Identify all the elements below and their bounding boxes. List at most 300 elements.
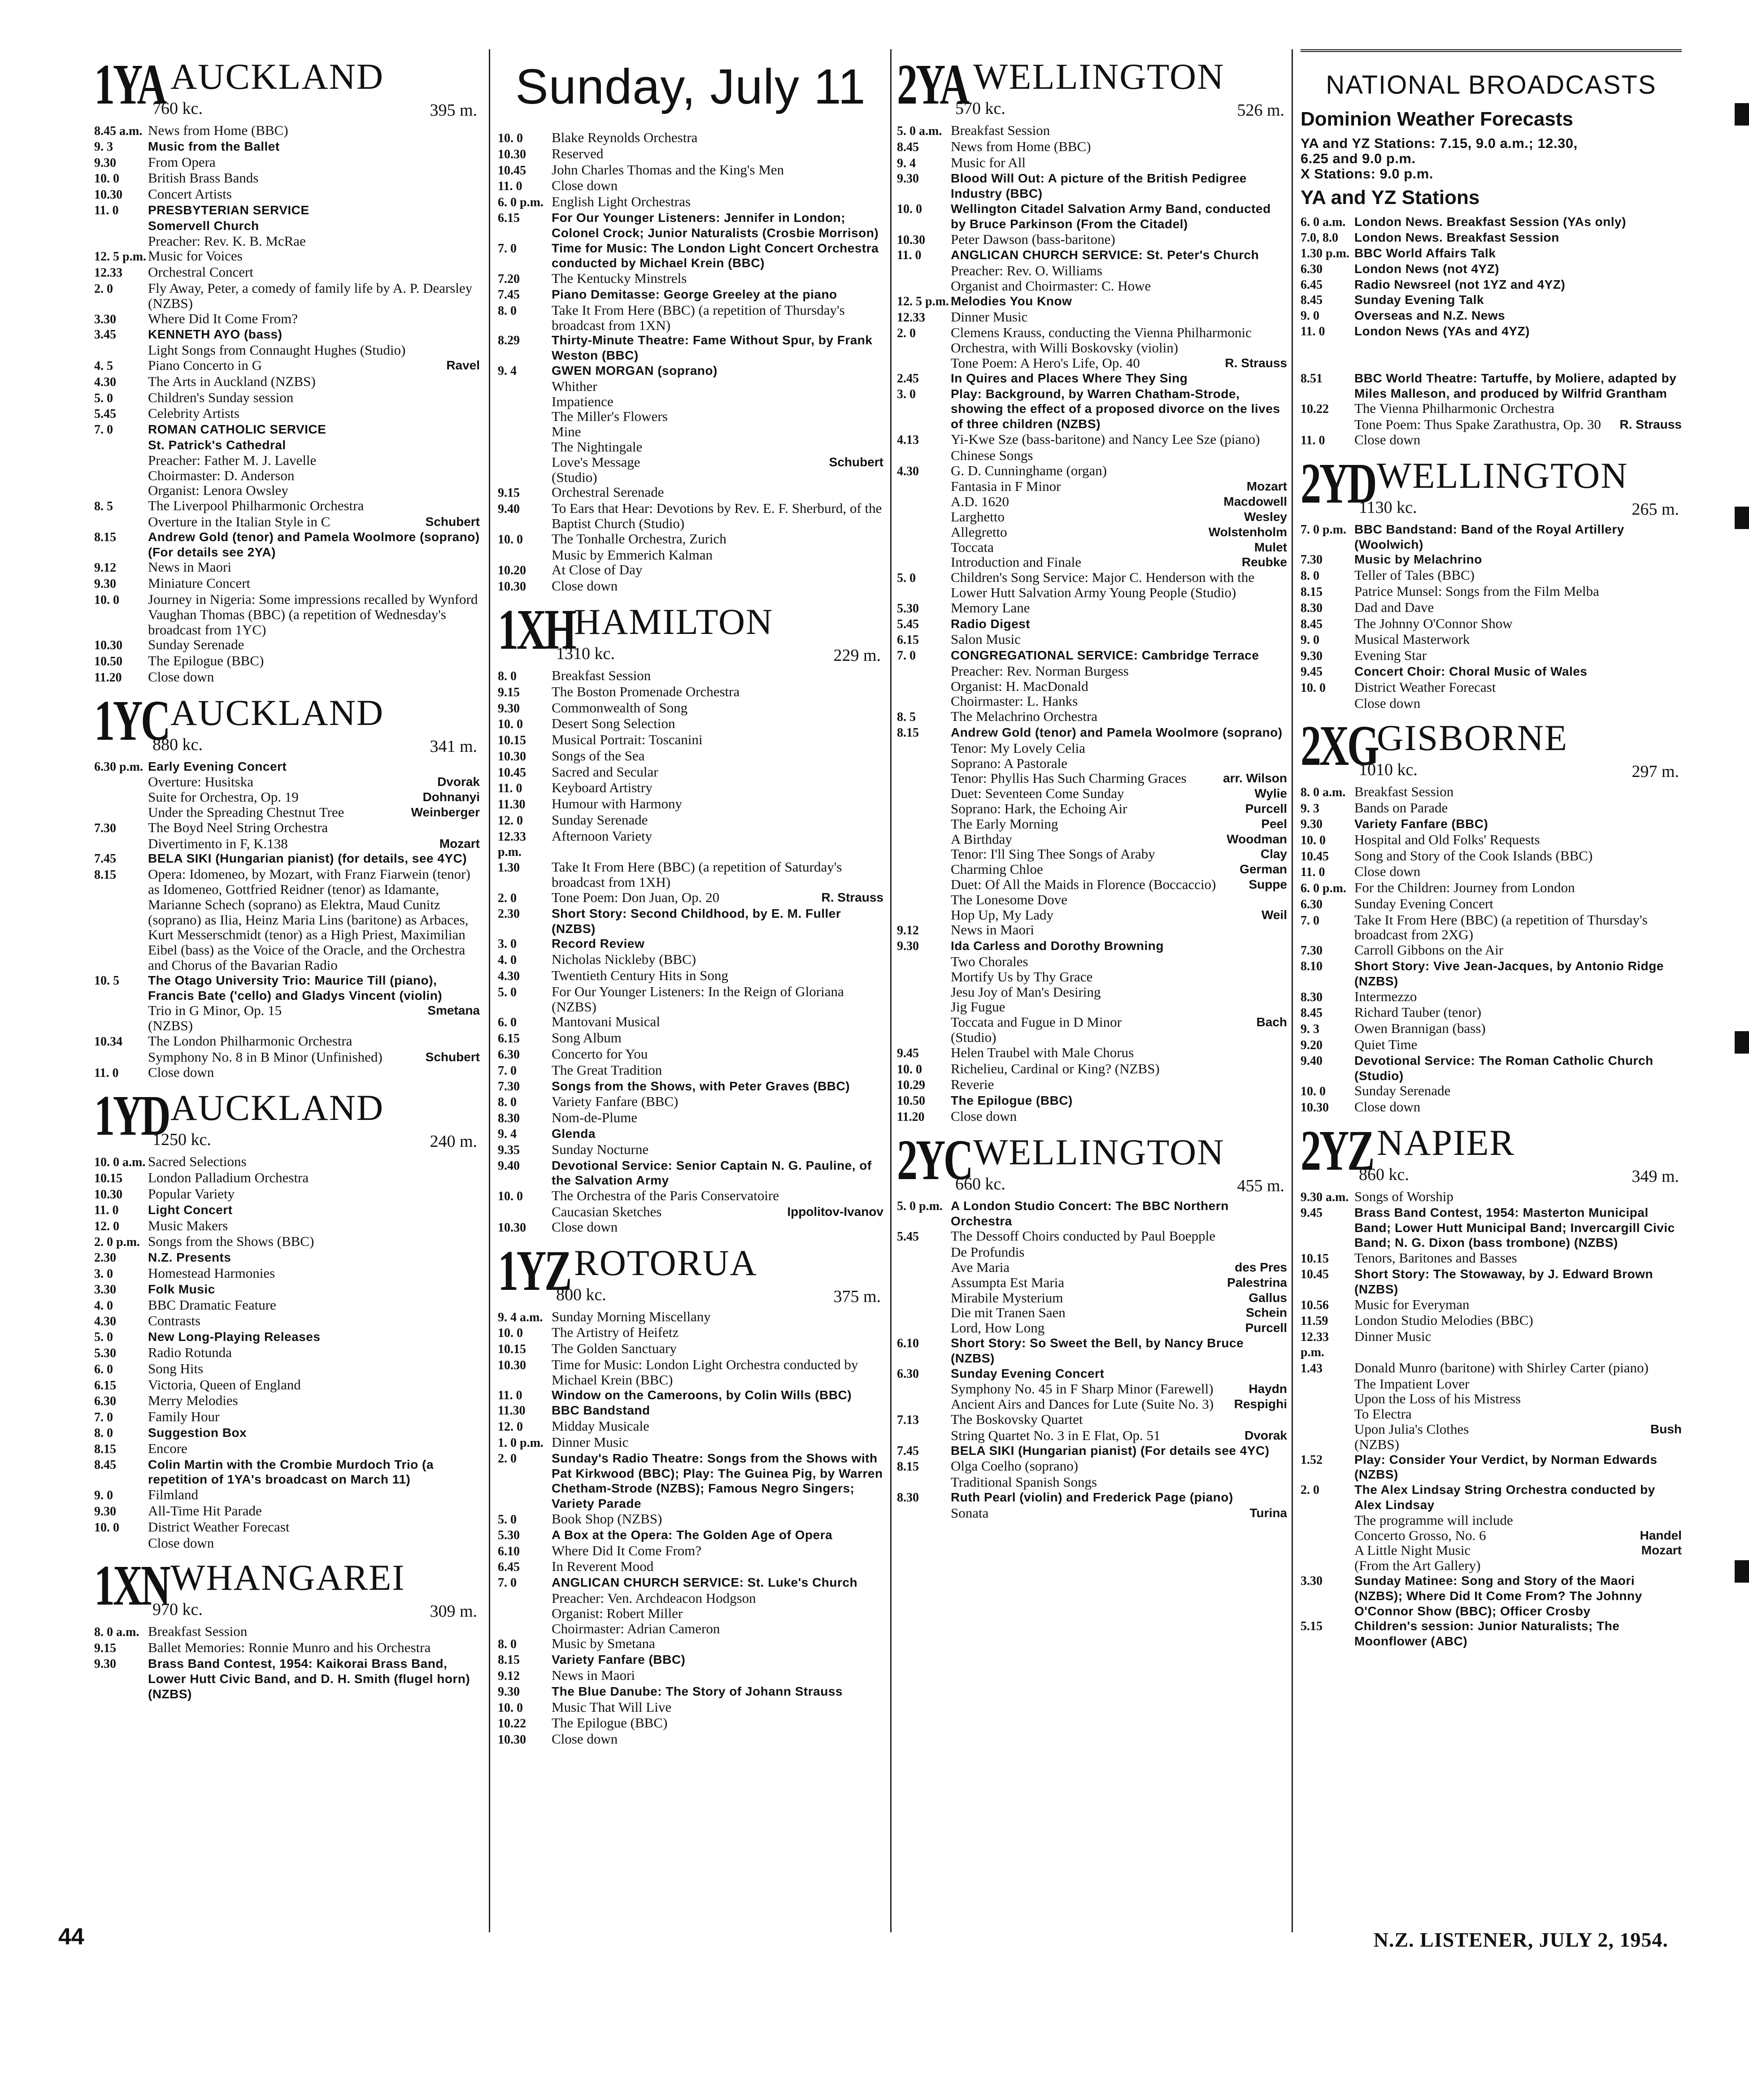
schedule-time: 8.15 [897, 1460, 919, 1474]
schedule-item: John Charles Thomas and the King's Men [552, 161, 784, 178]
schedule-row [1301, 1267, 1682, 1297]
schedule-time: 10. 0 [94, 172, 119, 186]
schedule-row [897, 325, 1287, 356]
schedule-time: 10. 0 [1301, 681, 1326, 695]
schedule-time: 10. 0 [94, 1520, 119, 1535]
station-call-sign: 1YD [94, 1084, 169, 1148]
station-1xn [94, 1553, 480, 1701]
schedule-row [94, 790, 480, 805]
schedule-row [1301, 912, 1682, 943]
schedule-row [897, 892, 1287, 907]
schedule-row [498, 1188, 883, 1204]
schedule-item: Organist: Robert Miller [552, 1605, 683, 1621]
schedule-time: 10.30 [498, 1358, 526, 1372]
schedule-item: GWEN MORGAN (soprano) [552, 363, 718, 377]
schedule-item: Olga Coelho (soprano) [951, 1458, 1079, 1474]
schedule-row [1301, 1053, 1682, 1084]
schedule-row [897, 801, 1287, 816]
schedule-item: Short Story: So Sweet the Bell, by Nancy Bruce (NZBS) [951, 1336, 1244, 1365]
schedule-row [1301, 417, 1682, 432]
schedule-item: Memory Lane [951, 599, 1030, 616]
station-wavelength: 265 m. [1632, 499, 1679, 519]
schedule-time: 10.29 [897, 1078, 925, 1093]
schedule-row [498, 1046, 883, 1063]
schedule-row [94, 1313, 480, 1329]
composer: Schubert [829, 455, 883, 469]
schedule-time: 11.30 [498, 1404, 526, 1418]
schedule-item: Patrice Munsel: Songs from the Film Melba [1354, 583, 1599, 599]
station-call-sign: 1YA [94, 52, 165, 116]
schedule-item: Breakfast Session [1354, 784, 1454, 800]
schedule-time: 12. 0 [498, 1420, 523, 1434]
schedule-item: Song Album [552, 1030, 622, 1046]
schedule-item: The Artistry of Heifetz [552, 1324, 679, 1341]
schedule-item: Hospital and Old Folks' Requests [1354, 831, 1540, 847]
station-city: ROTORUA [574, 1242, 757, 1283]
schedule-time: 5.15 [1301, 1619, 1323, 1634]
schedule-row [94, 123, 480, 139]
schedule-item: Preacher: Ven. Archdeacon Hodgson [552, 1590, 756, 1606]
schedule-item: Play: Consider Your Verdict, by Norman Edwards (NZBS) [1354, 1452, 1658, 1482]
schedule-row [498, 700, 883, 716]
schedule-item: Clay Tenor: I'll Sing Thee Songs of Araby [951, 846, 1287, 862]
schedule-item: The Johnny O'Connor Show [1354, 615, 1513, 631]
schedule-item: Schein Die mit Tranen Saen [951, 1305, 1287, 1321]
schedule-time: 2. 0 [498, 891, 517, 906]
schedule-item: At Close of Day [552, 562, 643, 578]
schedule-time: 10.30 [94, 638, 122, 653]
schedule-row [1301, 1573, 1682, 1618]
schedule-item: Reserved [552, 145, 604, 161]
schedule-row [897, 616, 1287, 632]
schedule-item: Musical Masterwork [1354, 631, 1470, 647]
schedule-time: 9. 0 [94, 1488, 113, 1503]
schedule-item: Sunday Serenade [552, 812, 648, 828]
schedule-time: 7.45 [897, 1444, 919, 1458]
schedule-item: N.Z. Presents [148, 1250, 231, 1265]
schedule-item: Ruth Pearl (violin) and Frederick Page (piano) [951, 1490, 1233, 1504]
schedule-time: 8.30 [498, 1111, 520, 1126]
schedule-item: Tenor: My Lovely Celia [951, 740, 1086, 756]
schedule-item: Purcell Lord, How Long [951, 1320, 1287, 1336]
schedule-row [897, 632, 1287, 648]
schedule-time: 8.10 [1301, 959, 1323, 974]
schedule-time: 9.15 [498, 685, 520, 699]
schedule-row [1301, 696, 1682, 711]
schedule-item: The Epilogue (BBC) [951, 1093, 1073, 1108]
schedule-row [498, 578, 883, 594]
schedule-row [897, 816, 1287, 832]
station-2yd [1301, 451, 1682, 711]
schedule-row [1301, 664, 1682, 680]
schedule-row [1301, 277, 1682, 293]
schedule-item: News in Maori [148, 559, 231, 575]
publication-footer: N.Z. LISTENER, JULY 2, 1954. [1373, 1928, 1668, 1951]
schedule-row [498, 1559, 883, 1575]
schedule-time: 10. 0 [498, 1701, 523, 1715]
schedule-item: Orchestral Serenade [552, 484, 664, 500]
schedule-row [94, 1266, 480, 1282]
schedule-item: Overseas and N.Z. News [1354, 308, 1505, 323]
schedule-item: Light Concert [148, 1202, 233, 1217]
schedule-time: 8.45 [1301, 1006, 1323, 1020]
schedule-time: 12. 0 [94, 1219, 119, 1233]
schedule-time: 4.30 [94, 375, 116, 389]
schedule-row [897, 371, 1287, 386]
schedule-row [897, 1030, 1287, 1045]
schedule-time: 2. 0 [1301, 1483, 1319, 1497]
schedule-time: 11. 0 [1301, 865, 1325, 880]
schedule-item: BBC World Theatre: Tartuffe, by Moliere, adapted by Miles Malleson, and produced by Wilfrid Grantham [1354, 371, 1677, 400]
schedule-row [897, 648, 1287, 664]
composer: Palestrina [1227, 1275, 1287, 1289]
schedule-item: R. Strauss Tone Poem: Don Juan, Op. 20 [552, 889, 883, 906]
schedule-row [94, 1487, 480, 1503]
schedule-item: The Boskovsky Quartet [951, 1411, 1083, 1427]
schedule-time: 8. 0 [1301, 569, 1319, 583]
station-wavelength: 309 m. [430, 1602, 477, 1621]
schedule-time: 5. 0 [897, 571, 916, 586]
schedule-row [897, 1366, 1287, 1382]
schedule-item: Evening Star [1354, 647, 1427, 664]
schedule-row [498, 829, 883, 860]
schedule-item: New Long-Playing Releases [148, 1330, 321, 1344]
schedule-item: London News. Breakfast Session [1354, 230, 1559, 245]
schedule-row [498, 1621, 883, 1636]
schedule-time: 8.15 [94, 530, 116, 544]
schedule-time: 10.22 [498, 1717, 526, 1731]
schedule-row [498, 409, 883, 424]
schedule-row [1301, 1543, 1682, 1558]
schedule-item: Songs from the Shows, with Peter Graves (BBC) [552, 1079, 850, 1093]
schedule-item: Somervell Church [148, 218, 259, 233]
schedule-item: District Weather Forecast [148, 1519, 290, 1535]
schedule-item: The Otago University Trio: Maurice Till (piano), Francis Bate ('cello) and Gladys Vincent (violin) [148, 973, 443, 1002]
schedule-time: 8.30 [1301, 990, 1323, 1004]
schedule-time: 10. 0 [498, 131, 523, 145]
schedule-time: 11. 0 [498, 781, 522, 796]
composer: Macdowell [1223, 495, 1287, 509]
schedule-time: 7.20 [498, 272, 520, 286]
schedule-row [498, 194, 883, 210]
schedule-item: The programme will include [1354, 1512, 1513, 1528]
station-schedule [1301, 1189, 1682, 1649]
schedule-time: 10.15 [1301, 1252, 1329, 1266]
schedule-time: 11. 0 [498, 179, 522, 194]
composer: Mozart [1641, 1543, 1682, 1558]
composer: Dvorak [1244, 1428, 1287, 1442]
schedule-row [498, 562, 883, 578]
schedule-item: Brass Band Contest, 1954: Kaikorai Brass Band, Lower Hutt Civic Band, and D. H. Smith (flugel horn) (NZBS) [148, 1656, 470, 1701]
schedule-row [94, 1457, 480, 1488]
schedule-row [897, 570, 1287, 600]
national-extra-schedule [1301, 371, 1682, 448]
station-schedule [1301, 784, 1682, 1115]
schedule-item: Mortify Us by Thy Grace [951, 968, 1093, 985]
station-call-sign: 1YC [94, 688, 169, 752]
schedule-row [897, 479, 1287, 494]
composer: Suppe [1249, 877, 1287, 892]
schedule-row [1301, 1313, 1682, 1329]
schedule-row [897, 1045, 1287, 1061]
schedule-item: Sunday Matinee: Song and Story of the Maori (NZBS); Where Did It Come From? The Johnny O'Connor Show (BBC); Officer Crosby [1354, 1573, 1642, 1618]
schedule-item: Popular Variety [148, 1186, 235, 1202]
schedule-row [897, 1397, 1287, 1412]
schedule-item: Music by Melachrino [1354, 552, 1482, 567]
schedule-row [897, 938, 1287, 954]
schedule-item: Songs from the Shows (BBC) [148, 1233, 314, 1250]
schedule-time: 1.30 [498, 861, 520, 875]
station-wavelength: 297 m. [1632, 762, 1679, 781]
schedule-row [498, 1014, 883, 1030]
schedule-row [897, 432, 1287, 448]
schedule-time: 2. 0 [498, 1451, 517, 1466]
station-schedule [94, 759, 480, 1081]
schedule-item: Music That Will Live [552, 1699, 672, 1715]
station-2ya [897, 52, 1287, 1125]
schedule-item: Schubert Love's Message [552, 454, 883, 470]
schedule-item: Weinberger Under the Spreading Chestnut Tree [148, 804, 480, 820]
schedule-item: Radio Digest [951, 616, 1031, 631]
composer: Handel [1640, 1528, 1682, 1542]
schedule-item: Intermezzo [1354, 988, 1417, 1004]
schedule-time: 5. 0 [94, 391, 113, 405]
schedule-row [897, 741, 1287, 756]
schedule-item: Bush Upon Julia's Clothes [1354, 1421, 1682, 1437]
schedule-row [94, 1329, 480, 1345]
composer: Ravel [446, 358, 480, 372]
schedule-row [498, 547, 883, 563]
schedule-row [94, 1154, 480, 1170]
composer: Bach [1256, 1015, 1287, 1029]
schedule-row [1301, 214, 1682, 230]
schedule-item: Traditional Spanish Songs [951, 1474, 1097, 1490]
schedule-row [94, 560, 480, 576]
schedule-row [498, 394, 883, 409]
schedule-time: 9. 4 [498, 1127, 517, 1141]
station-schedule [897, 123, 1287, 1125]
schedule-time: 12. 0 [498, 814, 523, 828]
column-rule [1292, 49, 1293, 1932]
schedule-item: Children's session: Junior Naturalists; The Moonflower (ABC) [1354, 1619, 1620, 1649]
schedule-item: Desert Song Selection [552, 716, 675, 732]
composer: Turina [1249, 1506, 1287, 1520]
schedule-item: London Palladium Orchestra [148, 1170, 309, 1186]
schedule-row [498, 952, 883, 968]
schedule-time: 9.30 [94, 1504, 116, 1519]
schedule-row [498, 1511, 883, 1527]
schedule-time: 9.12 [897, 924, 919, 938]
schedule-time: 2. 0 [94, 282, 113, 296]
schedule-row [94, 1050, 480, 1065]
schedule-row [897, 862, 1287, 877]
schedule-row [94, 1425, 480, 1441]
schedule-row [498, 1652, 883, 1668]
schedule-item: Choirmaster: D. Anderson [148, 467, 295, 483]
schedule-time: 6.15 [498, 1032, 520, 1046]
schedule-row [897, 709, 1287, 725]
schedule-item: The Epilogue (BBC) [552, 1715, 668, 1731]
schedule-row [498, 1094, 883, 1110]
station-2yc [897, 1128, 1287, 1521]
schedule-time: 2.30 [498, 907, 520, 921]
schedule-row [897, 201, 1287, 232]
schedule-item: Turina Sonata [951, 1505, 1287, 1521]
schedule-row [94, 1345, 480, 1361]
station-frequency: 1130 kc. [1359, 498, 1417, 517]
schedule-item: BBC World Affairs Talk [1354, 246, 1496, 260]
schedule-time: 2.45 [897, 371, 919, 386]
schedule-time: 4. 0 [498, 953, 517, 968]
schedule-time: 8.15 [897, 726, 919, 740]
schedule-item: Impatience [552, 393, 613, 409]
composer: Dohnanyi [422, 790, 480, 804]
schedule-time: 9. 4 [498, 364, 517, 378]
schedule-item: ANGLICAN CHURCH SERVICE: St. Peter's Church [951, 248, 1259, 262]
page-number: 44 [58, 1924, 84, 1950]
schedule-item: Close down [1354, 1099, 1421, 1115]
schedule-item: London News. Breakfast Session (YAs only) [1354, 215, 1627, 229]
schedule-item: Respighi Ancient Airs and Dances for Lute (Suite No. 3) [951, 1396, 1287, 1412]
schedule-row [897, 356, 1287, 371]
schedule-time: 7. 0 [498, 1576, 517, 1590]
schedule-time: 11. 0 [94, 1066, 119, 1080]
schedule-item: The Great Tradition [552, 1062, 662, 1078]
schedule-time: 10. 0 [94, 593, 119, 607]
schedule-row [498, 1158, 883, 1189]
schedule-time: 10.15 [498, 733, 526, 748]
station-frequency: 570 kc. [955, 99, 1005, 118]
composer: Mozart [1246, 479, 1287, 494]
schedule-time: 8. 0 [498, 1095, 517, 1110]
schedule-time: 8.15 [498, 1653, 520, 1667]
schedule-row [897, 1336, 1287, 1366]
schedule-item: Whither [552, 378, 597, 394]
schedule-item: Song Hits [148, 1360, 204, 1376]
schedule-time: 9.35 [498, 1143, 520, 1157]
schedule-time: 11. 0 [498, 1388, 522, 1402]
station-city: GISBORNE [1377, 717, 1568, 759]
schedule-row [1301, 1099, 1682, 1115]
schedule-row [897, 985, 1287, 1000]
station-schedule [897, 1198, 1287, 1521]
schedule-row [94, 973, 480, 1003]
schedule-row [1301, 1329, 1682, 1360]
schedule-time: 9. 0 [1301, 309, 1319, 323]
schedule-time: 10.30 [1301, 1101, 1329, 1115]
schedule-item: Sunday Evening Talk [1354, 293, 1484, 307]
schedule-row [1301, 1021, 1682, 1037]
schedule-row [1301, 680, 1682, 696]
station-city: HAMILTON [574, 601, 774, 642]
schedule-row [498, 1684, 883, 1700]
schedule-time: 5.30 [897, 601, 919, 616]
national-schedule [1301, 214, 1682, 339]
schedule-row [498, 1309, 883, 1325]
weather-line: 6.25 and 9.0 p.m. [1301, 150, 1416, 166]
schedule-item: Orchestral Concert [148, 264, 253, 280]
schedule-row [897, 1475, 1287, 1490]
schedule-item: Owen Brannigan (bass) [1354, 1020, 1486, 1037]
schedule-item: Organist: H. MacDonald [951, 678, 1088, 694]
schedule-time: 6. 0 [498, 1015, 517, 1030]
schedule-time: 7. 0 [498, 1063, 517, 1078]
schedule-row [94, 1441, 480, 1457]
schedule-row [498, 1403, 883, 1419]
schedule-item: Twentieth Century Hits in Song [552, 968, 728, 984]
schedule-row [1301, 401, 1682, 417]
schedule-time: 10.45 [1301, 849, 1329, 863]
schedule-row [498, 363, 883, 379]
schedule-item: The Impatient Lover [1354, 1375, 1470, 1392]
schedule-row [498, 1543, 883, 1559]
schedule-row [1301, 1360, 1682, 1376]
schedule-row [1301, 880, 1682, 896]
schedule-row [498, 890, 883, 906]
composer: Schein [1246, 1306, 1287, 1320]
schedule-time: 9. 4 a.m. [498, 1310, 543, 1324]
schedule-item: A Box at the Opera: The Golden Age of Opera [552, 1527, 833, 1542]
column-rule [489, 49, 490, 1932]
edge-mark [1735, 103, 1749, 126]
schedule-row [1301, 1452, 1682, 1483]
schedule-row [498, 1063, 883, 1079]
schedule-row [1301, 616, 1682, 632]
schedule-item: BELA SIKI (Hungarian pianist) (for details, see 4YC) [148, 851, 467, 866]
schedule-row [897, 139, 1287, 155]
schedule-item: Music for Voices [148, 248, 243, 264]
schedule-row [897, 1245, 1287, 1260]
schedule-time: 9. 3 [94, 139, 113, 154]
schedule-item: The Vienna Philharmonic Orchestra [1354, 400, 1555, 417]
composer: Gallus [1249, 1290, 1287, 1305]
schedule-item: Close down [148, 1535, 214, 1551]
schedule-row [498, 1700, 883, 1716]
schedule-item: The Liverpool Philharmonic Orchestra [148, 498, 364, 514]
schedule-row [498, 1079, 883, 1094]
schedule-row [1301, 959, 1682, 989]
schedule-item: Blake Reynolds Orchestra [552, 130, 698, 145]
schedule-item: Nom-de-Plume [552, 1110, 638, 1126]
schedule-row [498, 748, 883, 764]
schedule-time: 12. 5 p.m. [94, 250, 146, 264]
schedule-time: 6. 0 a.m. [1301, 215, 1346, 230]
schedule-row [498, 1606, 883, 1621]
schedule-time: 6.30 [94, 1394, 116, 1409]
schedule-row [897, 771, 1287, 786]
column-2 [498, 130, 883, 1914]
schedule-row [94, 187, 480, 203]
weather-line: X Stations: 9.0 p.m. [1301, 165, 1433, 182]
schedule-item: (From the Art Gallery) [1354, 1558, 1481, 1574]
composer: Clay [1260, 847, 1287, 861]
schedule-time: 10. 0 [1301, 1085, 1326, 1099]
schedule-time: 4. 0 [94, 1298, 113, 1313]
schedule-item: Close down [1354, 695, 1421, 711]
composer: Dvorak [437, 775, 480, 789]
station-schedule [94, 1154, 480, 1550]
schedule-row [498, 130, 883, 146]
schedule-item: Preacher: Rev. Norman Burgess [951, 663, 1129, 679]
station-wavelength: 229 m. [833, 646, 881, 665]
schedule-item: News from Home (BBC) [148, 122, 288, 138]
composer: Schubert [425, 1050, 480, 1064]
schedule-item: The Kentucky Minstrels [552, 270, 687, 286]
schedule-time: 1.43 [1301, 1361, 1323, 1375]
schedule-row [897, 1015, 1287, 1030]
schedule-item: The Nightingale [552, 438, 643, 455]
schedule-time: 7.13 [897, 1413, 919, 1427]
